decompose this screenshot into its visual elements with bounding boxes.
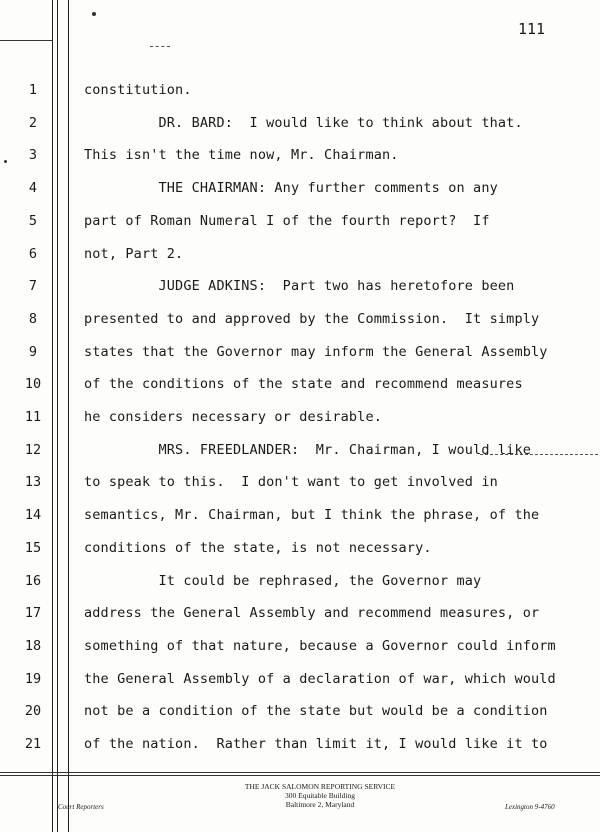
line-number: 7	[28, 278, 38, 294]
transcript-line: JUDGE ADKINS: Part two has heretofore been	[84, 278, 515, 294]
line-number: 14	[24, 507, 42, 523]
text-margin-rule	[68, 0, 69, 832]
transcript-line: of the nation. Rather than limit it, I would like it to	[84, 736, 548, 752]
line-number: 13	[24, 474, 42, 490]
transcript-line: not be a condition of the state but would be a condition	[84, 703, 548, 719]
transcript-line: It could be rephrased, the Governor may	[84, 573, 482, 589]
scan-dash	[150, 46, 170, 47]
transcript-line: semantics, Mr. Chairman, but I think the phrase, of the	[84, 507, 540, 523]
line-number: 21	[24, 736, 42, 752]
line-number: 15	[24, 540, 42, 556]
top-left-tick	[0, 40, 52, 41]
line-number: 11	[24, 409, 42, 425]
left-margin-rule-inner	[57, 0, 58, 832]
footer-left-label: Court Reporters	[58, 803, 104, 811]
transcript-line: to speak to this. I don't want to get involved in	[84, 474, 498, 490]
transcript-line: presented to and approved by the Commission. It simply	[84, 311, 540, 327]
line-number: 10	[24, 376, 42, 392]
line-number: 5	[28, 213, 38, 229]
line-number: 9	[28, 344, 38, 360]
line-number: 19	[24, 671, 42, 687]
transcript-line: THE CHAIRMAN: Any further comments on any	[84, 180, 498, 196]
transcript-line: states that the Governor may inform the General Assembly	[84, 344, 548, 360]
line-number: 20	[24, 703, 42, 719]
transcript-line: address the General Assembly and recommend measures, or	[84, 605, 540, 621]
footer-phone: Lexington 9-4760	[505, 803, 555, 811]
transcript-line: DR. BARD: I would like to think about that.	[84, 115, 523, 131]
transcript-line: constitution.	[84, 82, 192, 98]
line-number: 17	[24, 605, 42, 621]
page-number: 111	[518, 20, 546, 38]
transcript-line: conditions of the state, is not necessary.	[84, 540, 432, 556]
line-number: 2	[28, 115, 38, 131]
transcript-line: the General Assembly of a declaration of war, which would	[84, 671, 556, 687]
line-number: 18	[24, 638, 42, 654]
service-name: THE JACK SALOMON REPORTING SERVICE	[244, 782, 396, 791]
footer-rule	[0, 772, 600, 773]
line-number: 1	[28, 82, 38, 98]
service-city: Baltimore 2, Maryland	[285, 800, 355, 809]
transcript-line: MRS. FREEDLANDER: Mr. Chairman, I would like	[84, 442, 531, 458]
scan-speck	[92, 12, 96, 16]
line-number: 3	[28, 147, 38, 163]
transcript-line: not, Part 2.	[84, 246, 184, 262]
line-number: 6	[28, 246, 38, 262]
transcript-line: he considers necessary or desirable.	[84, 409, 382, 425]
service-building: 300 Equitable Building	[285, 791, 355, 800]
line-number: 12	[24, 442, 42, 458]
line-number: 16	[24, 573, 42, 589]
transcript-line: This isn't the time now, Mr. Chairman.	[84, 147, 399, 163]
footer-rule-2	[0, 775, 600, 776]
reporting-service-footer	[200, 782, 440, 809]
transcript-line: part of Roman Numeral I of the fourth report? If	[84, 213, 490, 229]
transcript-line: of the conditions of the state and recommend measures	[84, 376, 523, 392]
left-margin-rule	[52, 0, 53, 832]
scan-speck	[4, 160, 7, 163]
line-number: 8	[28, 311, 38, 327]
transcript-line: something of that nature, because a Governor could inform	[84, 638, 556, 654]
line-number: 4	[28, 180, 38, 196]
